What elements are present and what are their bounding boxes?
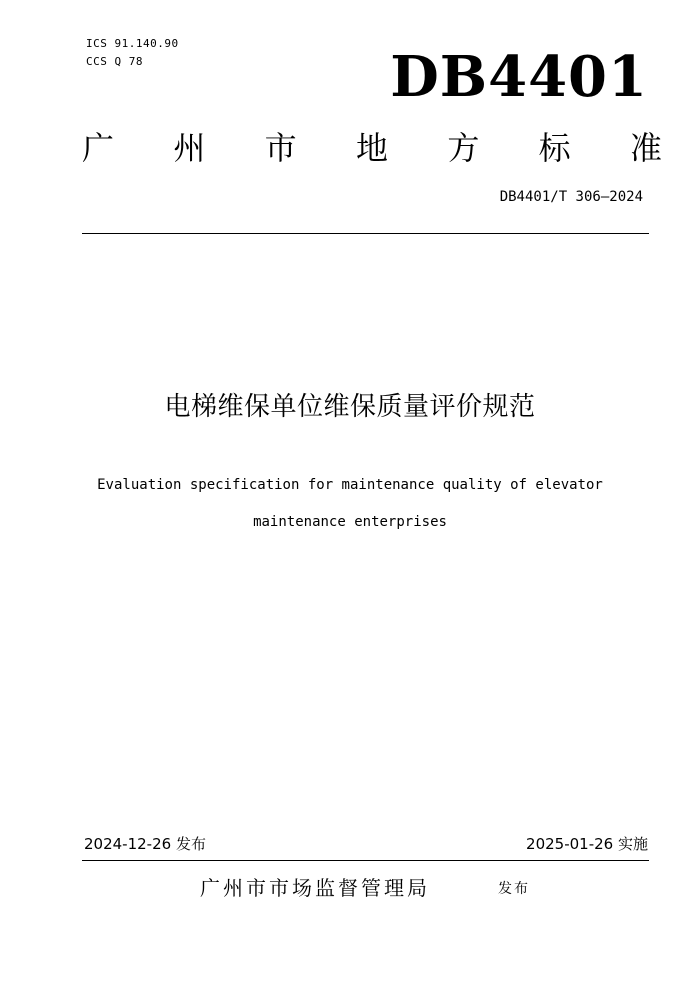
top-divider — [82, 233, 649, 234]
ics-code: ICS 91.140.90 — [86, 37, 179, 50]
standard-type-char: 市 — [264, 129, 297, 167]
issue-date: 2024-12-26 发布 — [84, 835, 206, 853]
document-title-en-line1: Evaluation specification for maintenance quality of elevator — [97, 477, 603, 493]
issuing-authority-suffix: 发布 — [498, 881, 530, 897]
effective-date: 2025-01-26 实施 — [526, 835, 648, 853]
standard-type-char: 准 — [629, 129, 662, 167]
bottom-divider — [82, 860, 649, 861]
standard-code-large: DB4401 — [390, 44, 648, 110]
document-title-en-line2: maintenance enterprises — [253, 514, 447, 530]
standard-type-char: 州 — [173, 129, 206, 167]
standard-type-char: 地 — [355, 129, 388, 167]
ccs-code: CCS Q 78 — [86, 55, 143, 68]
issuing-authority: 广州市市场监督管理局 — [200, 876, 430, 900]
document-title-cn: 电梯维保单位维保质量评价规范 — [164, 392, 536, 422]
standard-type-char: 广 — [82, 129, 115, 167]
standard-number: DB4401/T 306—2024 — [499, 189, 643, 205]
standard-type-heading — [82, 124, 662, 172]
standard-type-char: 方 — [447, 129, 480, 167]
standard-type-char: 标 — [538, 129, 571, 167]
